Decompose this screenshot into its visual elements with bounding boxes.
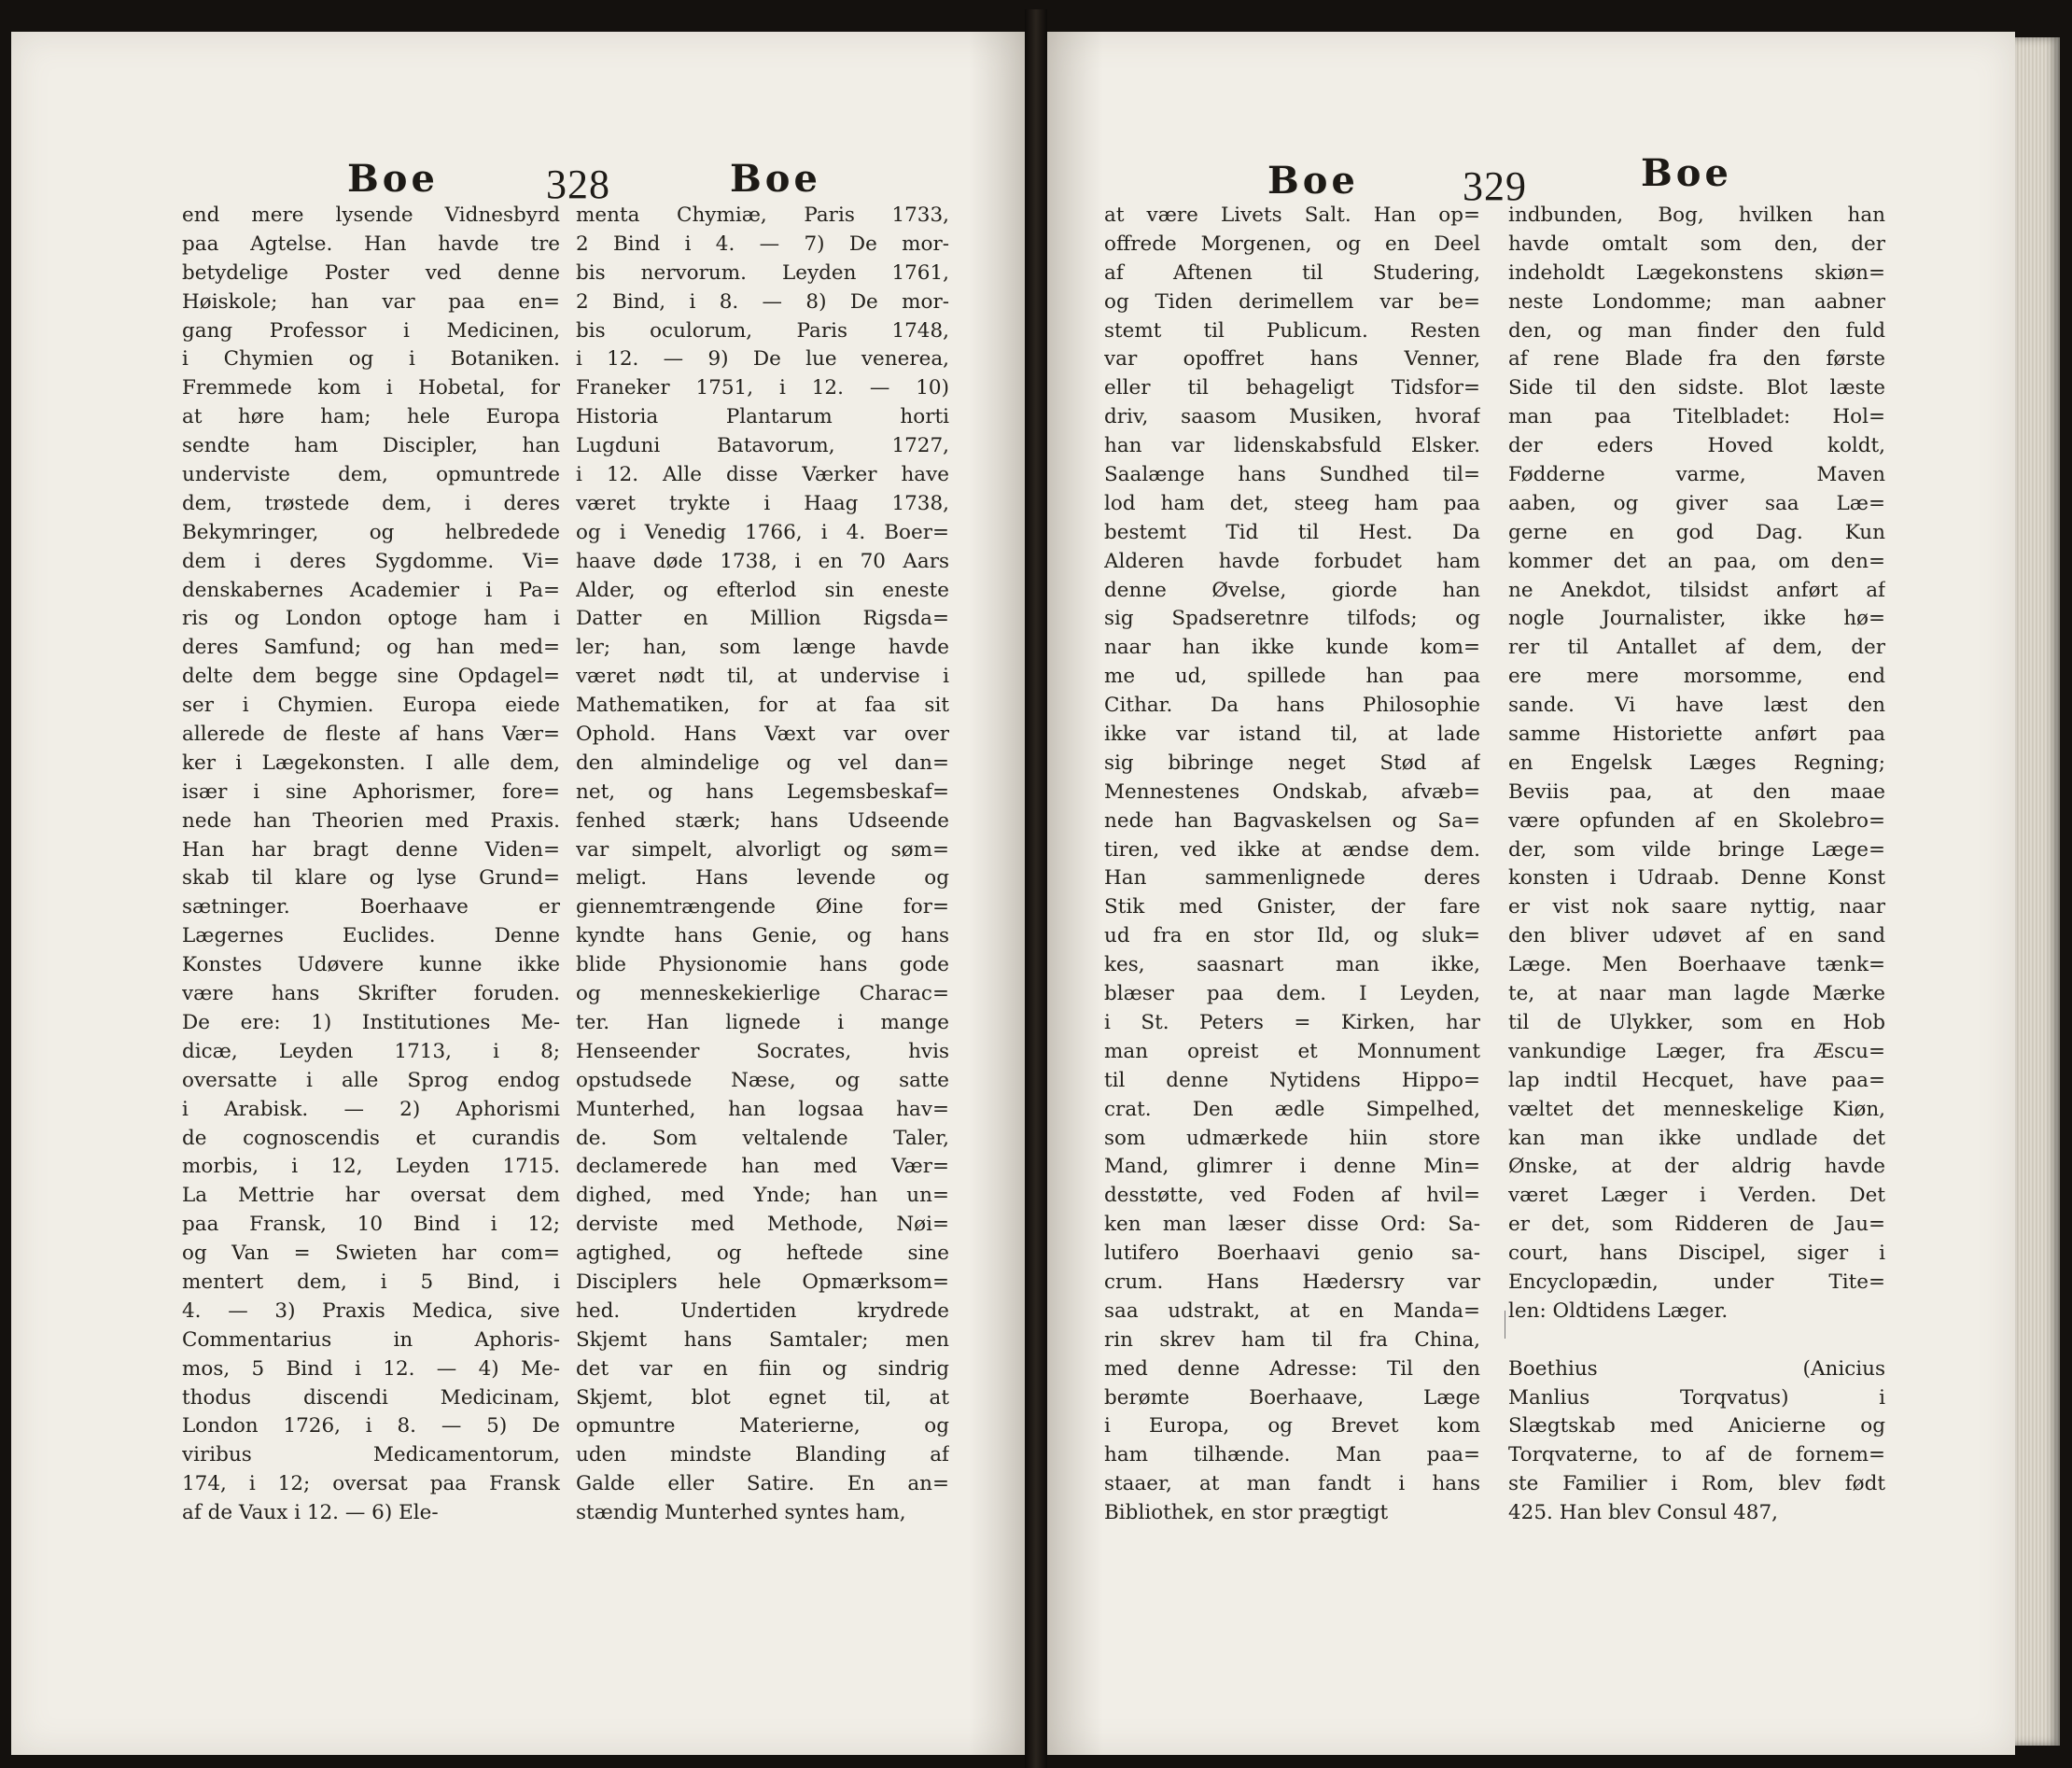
text-line: Galde eller Satire. En an= xyxy=(576,1472,949,1496)
text-line: oversatte i alle Sprog endog xyxy=(182,1068,560,1092)
text-line: end mere lysende Vidnesbyrd xyxy=(182,203,560,227)
text-line: i Europa, og Brevet kom xyxy=(1104,1414,1480,1438)
text-line: kommer det an paa, om den= xyxy=(1508,549,1885,573)
text-line: ere mere morsomme, end xyxy=(1508,665,1885,689)
text-line: nede han Theorien med Praxis. xyxy=(182,808,560,833)
text-line: driv, saasom Musiken, hvoraf xyxy=(1104,405,1480,429)
text-line: len: Oldtidens Læger. xyxy=(1508,1298,1729,1323)
text-line: declamerede han med Vær= xyxy=(576,1155,949,1179)
text-line: crat. Den ædle Simpelhed, xyxy=(1104,1097,1480,1121)
text-line: dicæ, Leyden 1713, i 8; xyxy=(182,1039,560,1063)
text-line: af Aftenen til Studering, xyxy=(1104,260,1480,285)
text-line: i Arabisk. — 2) Aphorismi xyxy=(182,1097,560,1121)
text-line: kyndte hans Genie, og hans xyxy=(576,924,949,948)
text-line: crum. Hans Hædersry var xyxy=(1104,1270,1480,1294)
text-line: Stik med Gnister, der fare xyxy=(1104,895,1480,919)
text-line: Encyclopædin, under Tite= xyxy=(1508,1270,1885,1294)
text-line: ud fra en stor Ild, og sluk= xyxy=(1104,924,1480,948)
text-line: nede han Bagvaskelsen og Sa= xyxy=(1104,808,1480,833)
text-line: Lugduni Batavorum, 1727, xyxy=(576,434,949,458)
text-line: Datter en Million Rigsda= xyxy=(576,607,949,631)
text-line: mentert dem, i 5 Bind, i xyxy=(182,1270,560,1294)
text-line: sig bibringe neget Stød af xyxy=(1104,751,1480,775)
text-line: bestemt Tid til Hest. Da xyxy=(1104,520,1480,544)
text-line: skab til klare og lyse Grund= xyxy=(182,866,560,891)
text-line: ris og London optoge ham i xyxy=(182,607,560,631)
text-line: konsten i Udraab. Denne Konst xyxy=(1508,866,1885,891)
text-line: og Tiden derimellem var be= xyxy=(1104,289,1480,314)
text-line: Alderen havde forbudet ham xyxy=(1104,549,1480,573)
text-line: Ønske, at der aldrig havde xyxy=(1508,1155,1885,1179)
text-line: især i sine Aphorismer, fore= xyxy=(182,779,560,804)
text-line: ham tilhænde. Man paa= xyxy=(1104,1443,1480,1467)
text-line: sendte ham Discipler, han xyxy=(182,434,560,458)
text-line: Høiskole; han var paa en= xyxy=(182,289,560,314)
running-head-left: Boe xyxy=(347,157,439,201)
text-line: Beviis paa, at den maae xyxy=(1508,779,1885,804)
text-line: rin skrev ham til fra China, xyxy=(1104,1327,1480,1352)
text-line: me ud, spillede han paa xyxy=(1104,665,1480,689)
text-line: Fødderne varme, Maven xyxy=(1508,463,1885,487)
text-line: Saalænge hans Sundhed til= xyxy=(1104,463,1480,487)
text-line: som udmærkede hiin store xyxy=(1104,1126,1480,1150)
page-edges xyxy=(2015,37,2060,1746)
text-line: fenhed stærk; hans Udseende xyxy=(576,808,949,833)
text-line: de cognoscendis et curandis xyxy=(182,1126,560,1150)
text-line: Mennestenes Ondskab, afvæb= xyxy=(1104,779,1480,804)
text-line: bis nervorum. Leyden 1761, xyxy=(576,260,949,285)
text-line: Konstes Udøvere kunne ikke xyxy=(182,953,560,977)
text-line: denne Øvelse, giorde han xyxy=(1104,578,1480,602)
text-line: menta Chymiæ, Paris 1733, xyxy=(576,203,949,227)
text-line: stemt til Publicum. Resten xyxy=(1104,318,1480,343)
text-line: vankundige Læger, fra Æscu= xyxy=(1508,1039,1885,1063)
text-line: Torqvaterne, to af de fornem= xyxy=(1508,1443,1885,1467)
text-line: og Van = Swieten har com= xyxy=(182,1242,560,1266)
text-line: Ophold. Hans Væxt var over xyxy=(576,723,949,747)
text-line: været Læger i Verden. Det xyxy=(1508,1184,1885,1208)
text-line: neste Londomme; man aabner xyxy=(1508,289,1885,314)
text-line: dem, trøstede dem, i deres xyxy=(182,491,560,515)
book-gutter xyxy=(1025,9,1047,1768)
text-line: aaben, og giver saa Læ= xyxy=(1508,491,1885,515)
text-line: man opreist et Monnument xyxy=(1104,1039,1480,1063)
text-line: Disciplers hele Opmærksom= xyxy=(576,1270,949,1294)
text-line: berømte Boerhaave, Læge xyxy=(1104,1385,1480,1410)
text-line: Alder, og efterlod sin eneste xyxy=(576,578,949,602)
text-line: der eders Hoved koldt, xyxy=(1508,434,1885,458)
text-line: været nødt til, at undervise i xyxy=(576,665,949,689)
text-line: stændig Munterhed syntes ham, xyxy=(576,1501,906,1525)
text-line: var opoffret hans Venner, xyxy=(1104,347,1480,372)
text-line: morbis, i 12, Leyden 1715. xyxy=(182,1155,560,1179)
text-line: tiren, ved ikke at ændse dem. xyxy=(1104,837,1480,862)
text-line: Boethius (Anicius xyxy=(1508,1356,1885,1381)
text-line: der, som vilde bringe Læge= xyxy=(1508,837,1885,862)
text-line: til de Ulykker, som en Hob xyxy=(1508,1010,1885,1034)
text-line: eller til behageligt Tidsfor= xyxy=(1104,376,1480,400)
text-column-1 xyxy=(182,202,560,1528)
running-head-right: Boe xyxy=(730,157,821,201)
text-line: London 1726, i 8. — 5) De xyxy=(182,1414,560,1438)
running-head-left: Boe xyxy=(1267,159,1359,203)
page-number-left: 328 xyxy=(546,161,610,207)
text-line: i St. Peters = Kirken, har xyxy=(1104,1010,1480,1034)
text-line: Commentarius in Aphoris- xyxy=(182,1327,560,1352)
text-line: te, at naar man lagde Mærke xyxy=(1508,982,1885,1006)
text-line: haave døde 1738, i en 70 Aars xyxy=(576,549,949,573)
page-shadow xyxy=(969,32,1025,1755)
page-number-right: 329 xyxy=(1463,163,1527,209)
text-line: sig Spadseretnre tilfods; og xyxy=(1104,607,1480,631)
text-line: at høre ham; hele Europa xyxy=(182,405,560,429)
text-line: paa Fransk, 10 Bind i 12; xyxy=(182,1213,560,1237)
text-line: er vist nok saare nyttig, naar xyxy=(1508,895,1885,919)
text-line: ter. Han lignede i mange xyxy=(576,1010,949,1034)
text-line: allerede de fleste af hans Vær= xyxy=(182,723,560,747)
text-line: Side til den sidste. Blot læste xyxy=(1508,376,1885,400)
text-line: Bekymringer, og helbredede xyxy=(182,520,560,544)
text-line: hed. Undertiden krydrede xyxy=(576,1298,949,1323)
page-shadow xyxy=(1047,32,1103,1755)
text-line: til denne Nytidens Hippo= xyxy=(1104,1068,1480,1092)
text-column-3 xyxy=(1104,202,1480,1528)
text-line: denskabernes Academier i Pa= xyxy=(182,578,560,602)
text-line: kes, saasnart man ikke, xyxy=(1104,953,1480,977)
text-line: Munterhed, han logsaa hav= xyxy=(576,1097,949,1121)
text-line: Fremmede kom i Hobetal, for xyxy=(182,376,560,400)
text-line: en Engelsk Læges Regning; xyxy=(1508,751,1885,775)
text-line: Læge. Men Boerhaave tænk= xyxy=(1508,953,1885,977)
text-line: 425. Han blev Consul 487, xyxy=(1508,1501,1779,1525)
text-line: betydelige Poster ved denne xyxy=(182,260,560,285)
text-line: ler; han, som længe havde xyxy=(576,636,949,660)
text-line: Han sammenlignede deres xyxy=(1104,866,1480,891)
text-line: court, hans Discipel, siger i xyxy=(1508,1242,1885,1266)
text-line: og i Venedig 1766, i 4. Boer= xyxy=(576,520,949,544)
text-line: Manlius Torqvatus) i xyxy=(1508,1385,1885,1410)
text-line: den, og man finder den fuld xyxy=(1508,318,1885,343)
text-line: han var lidenskabsfuld Elsker. xyxy=(1104,434,1480,458)
text-line: være opfunden af en Skolebro= xyxy=(1508,808,1885,833)
text-line: Mathematiken, for at faa sit xyxy=(576,694,949,718)
text-line: agtighed, og heftede sine xyxy=(576,1242,949,1266)
text-line: viribus Medicamentorum, xyxy=(182,1443,560,1467)
text-line: La Mettrie har oversat dem xyxy=(182,1184,560,1208)
text-line: var simpelt, alvorligt og søm= xyxy=(576,837,949,862)
text-line: nogle Journalister, ikke hø= xyxy=(1508,607,1885,631)
text-line: offrede Morgenen, og en Deel xyxy=(1104,232,1480,256)
text-line: indeholdt Lægekonstens skiøn= xyxy=(1508,260,1885,285)
text-line: Historia Plantarum horti xyxy=(576,405,949,429)
text-line: den almindelige og vel dan= xyxy=(576,751,949,775)
text-line: den bliver udøvet af en sand xyxy=(1508,924,1885,948)
text-line: Slægtskab med Anicierne og xyxy=(1508,1414,1885,1438)
text-column-4 xyxy=(1508,202,1885,1528)
text-line: væltet det menneskelige Kiøn, xyxy=(1508,1097,1885,1121)
text-line: 174, i 12; oversat paa Fransk xyxy=(182,1472,560,1496)
text-line: opmuntre Materierne, og xyxy=(576,1414,949,1438)
text-line: ken man læser disse Ord: Sa- xyxy=(1104,1213,1480,1237)
text-line: Skjemt, blot egnet til, at xyxy=(576,1385,949,1410)
text-line: blide Physionomie hans gode xyxy=(576,953,949,977)
text-line: meligt. Hans levende og xyxy=(576,866,949,891)
text-line: dighed, med Ynde; han un= xyxy=(576,1184,949,1208)
text-line: opstudsede Næse, og satte xyxy=(576,1068,949,1092)
text-line: at være Livets Salt. Han op= xyxy=(1104,203,1480,227)
text-line: ser i Chymien. Europa eiede xyxy=(182,694,560,718)
text-line: 2 Bind, i 8. — 8) De mor- xyxy=(576,289,949,314)
text-line: de. Som veltalende Taler, xyxy=(576,1126,949,1150)
text-line: Skjemt hans Samtaler; men xyxy=(576,1327,949,1352)
text-line: med denne Adresse: Til den xyxy=(1104,1356,1480,1381)
running-head-right: Boe xyxy=(1641,151,1732,195)
text-line: derviste med Methode, Nøi= xyxy=(576,1213,949,1237)
text-line: lutifero Boerhaavi genio sa- xyxy=(1104,1242,1480,1266)
text-line: Mand, glimrer i denne Min= xyxy=(1104,1155,1480,1179)
text-line: 2 Bind i 4. — 7) De mor- xyxy=(576,232,949,256)
text-line: staaer, at man fandt i hans xyxy=(1104,1472,1480,1496)
text-line: gerne en god Dag. Kun xyxy=(1508,520,1885,544)
text-line: sande. Vi have læst den xyxy=(1508,694,1885,718)
text-line: havde omtalt som den, der xyxy=(1508,232,1885,256)
text-line: og menneskekierlige Charac= xyxy=(576,982,949,1006)
text-line: dem i deres Sygdomme. Vi= xyxy=(182,549,560,573)
text-line: lap indtil Hecquet, have paa= xyxy=(1508,1068,1885,1092)
text-line: gang Professor i Medicinen, xyxy=(182,318,560,343)
text-line: af de Vaux i 12. — 6) Ele- xyxy=(182,1501,439,1525)
text-line: deres Samfund; og han med= xyxy=(182,636,560,660)
text-line: saa udstrakt, at en Manda= xyxy=(1104,1298,1480,1323)
text-line: Henseender Socrates, hvis xyxy=(576,1039,949,1063)
text-line: thodus discendi Medicinam, xyxy=(182,1385,560,1410)
text-line: indbunden, Bog, hvilken han xyxy=(1508,203,1885,227)
text-line: ste Familier i Rom, blev født xyxy=(1508,1472,1885,1496)
text-line: man paa Titelbladet: Hol= xyxy=(1508,405,1885,429)
text-line: Han har bragt denne Viden= xyxy=(182,837,560,862)
text-line: Cithar. Da hans Philosophie xyxy=(1104,694,1480,718)
text-line: være hans Skrifter foruden. xyxy=(182,982,560,1006)
text-column-2 xyxy=(576,202,949,1528)
text-line: været trykte i Haag 1738, xyxy=(576,491,949,515)
text-line: bis oculorum, Paris 1748, xyxy=(576,318,949,343)
text-line: net, og hans Legemsbeskaf= xyxy=(576,779,949,804)
text-line: 4. — 3) Praxis Medica, sive xyxy=(182,1298,560,1323)
text-line: sætninger. Boerhaave er xyxy=(182,895,560,919)
text-line: giennemtrængende Øine for= xyxy=(576,895,949,919)
text-line: paa Agtelse. Han havde tre xyxy=(182,232,560,256)
text-line: desstøtte, ved Foden af hvil= xyxy=(1104,1184,1480,1208)
text-line: kan man ikke undlade det xyxy=(1508,1126,1885,1150)
text-line: naar han ikke kunde kom= xyxy=(1104,636,1480,660)
text-line: mos, 5 Bind i 12. — 4) Me- xyxy=(182,1356,560,1381)
text-line: det var en fiin og sindrig xyxy=(576,1356,949,1381)
text-line: De ere: 1) Institutiones Me- xyxy=(182,1010,560,1034)
text-line: Franeker 1751, i 12. — 10) xyxy=(576,376,949,400)
text-line: Bibliothek, en stor prægtigt xyxy=(1104,1501,1389,1525)
text-line: ne Anekdot, tilsidst anført af xyxy=(1508,578,1885,602)
text-line: ikke var istand til, at lade xyxy=(1104,723,1480,747)
text-line: i 12. Alle disse Værker have xyxy=(576,463,949,487)
text-line: samme Historiette anført paa xyxy=(1508,723,1885,747)
text-line: rer til Antallet af dem, der xyxy=(1508,636,1885,660)
text-line: ker i Lægekonsten. I alle dem, xyxy=(182,751,560,775)
text-line: uden mindste Blanding af xyxy=(576,1443,949,1467)
text-line: delte dem begge sine Opdagel= xyxy=(182,665,560,689)
text-line: Lægernes Euclides. Denne xyxy=(182,924,560,948)
text-line: blæser paa dem. I Leyden, xyxy=(1104,982,1480,1006)
text-line: i 12. — 9) De lue venerea, xyxy=(576,347,949,372)
text-line: underviste dem, opmuntrede xyxy=(182,463,560,487)
text-line: i Chymien og i Botaniken. xyxy=(182,347,560,372)
text-line: af rene Blade fra den første xyxy=(1508,347,1885,372)
text-line xyxy=(1508,1326,1885,1355)
text-line: lod ham det, steeg ham paa xyxy=(1104,491,1480,515)
text-line: er det, som Ridderen de Jau= xyxy=(1508,1213,1885,1237)
